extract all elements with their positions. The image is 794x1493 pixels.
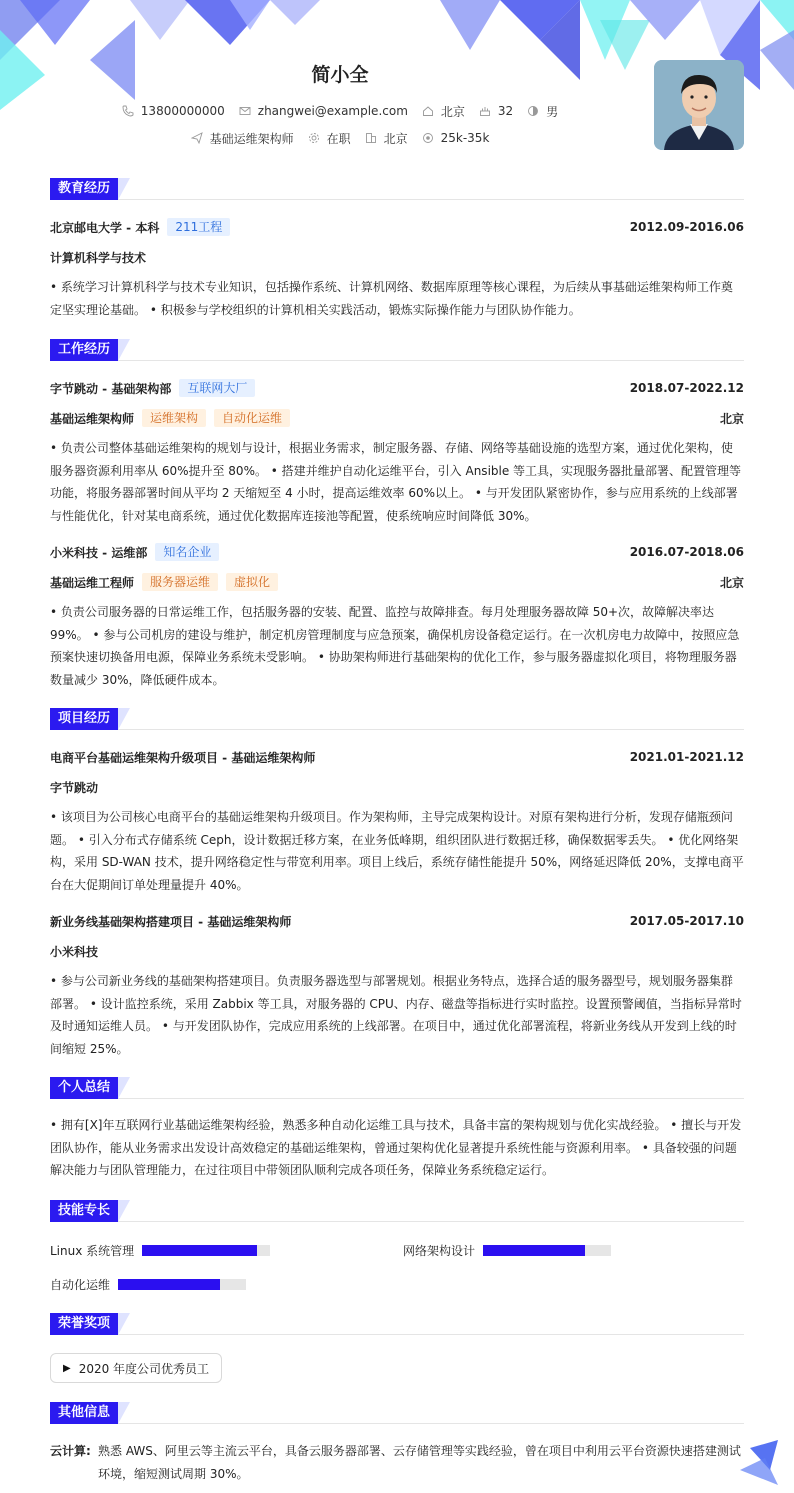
work-description: • 负责公司服务器的日常运维工作，包括服务器的安装、配置、监控与故障排查。每月处理服务器故障 50+次，故障解决率达 99%。 • 参与公司机房的建设与维护，制定机房管理制度与应急预案，确保机房设备稳定运行。在一次机房电力故障中，按照应急预案快速切换备用电源，保障业务系统未受影响。 • 协助架构师进行基础架构的优化工作，参与服务器虚拟化项目，将物理服务器数量减少 30%，降低硬件成本。 — [50, 605, 740, 687]
building-icon — [365, 132, 377, 144]
skill-item — [403, 1242, 611, 1259]
projects-heading: 项目经历 — [50, 708, 118, 730]
major-name: 计算机科学与技术 — [50, 250, 147, 265]
education-row — [50, 217, 744, 237]
award-label: 2020 年度公司优秀员工 — [78, 1361, 210, 1376]
work-period: 2018.07-2022.12 — [629, 381, 744, 395]
skill-name: 网络架构设计 — [403, 1244, 476, 1258]
awards-heading: 荣誉奖项 — [50, 1313, 118, 1335]
work-company-row — [50, 542, 744, 562]
location-item — [422, 103, 465, 120]
major-row — [50, 247, 744, 267]
send-icon — [191, 132, 203, 144]
education-description: • 系统学习计算机科学与技术专业知识，包括操作系统、计算机网络、数据库原理等核心课程，为后续从事基础运维架构师工作奠定坚实理论基础。 • 积极参与学校组织的计算机相关实践活动，锻炼实际操作能力与团队协作能力。 — [50, 280, 733, 317]
work-city-value: 北京 — [383, 131, 408, 146]
company-name: 字节跳动 - 基础架构部 — [50, 381, 172, 396]
salary-value: 25k-35k — [440, 131, 490, 145]
mail-icon — [239, 105, 251, 117]
project-description: • 参与公司新业务线的基础架构搭建项目。负责服务器选型与部署规划。根据业务特点，选择合适的服务器型号，规划服务器集群部署。 • 设计监控系统，采用 Zabbix 等工具，对服务器的 CPU、内存、磁盘等指标进行实时监控。设置预警阈值，当指标异常时及时通知运维人员。 • 与开发团队协作，完成应用系统的上线部署。在项目中，通过优化部署流程，将新业务线从开发到上线的时间缩短 25%。 — [50, 974, 742, 1056]
work-company-row — [50, 378, 744, 398]
work-heading: 工作经历 — [50, 339, 118, 361]
project-description: • 该项目为公司核心电商平台的基础运维架构升级项目。作为架构师，主导完成架构设计。对原有架构进行分析，发现存储瓶颈问题。 • 引入分布式存储系统 Ceph，设计数据迁移方案，在业务低峰期，组织团队进行数据迁移，确保数据零丢失。 • 优化网络架构，采用 SD-WAN 技术，提升网络稳定性与带宽利用率。项目上线后，系统存储性能提升 50%，网络延迟降低 20%，支撑电商平台在大促期间订单处理量提升 40%。 — [50, 810, 744, 892]
summary-heading: 个人总结 — [50, 1077, 118, 1099]
age-item — [479, 104, 513, 118]
project-title: 电商平台基础运维架构升级项目 - 基础运维架构师 — [50, 750, 316, 765]
work-role-row — [50, 572, 744, 592]
school-name: 北京邮电大学 - 本科 — [50, 220, 160, 235]
work-description: • 负责公司整体基础运维架构的规划与设计，根据业务需求，制定服务器、存储、网络等基础设施的选型方案，通过优化架构，使服务器资源利用率从 60%提升至 80%。 • 搭建并维护自动化运维平台，引入 Ansible 等工具，实现服务器批量部署、配置管理等功能，将服务器部署时间从平均 2 天缩短至 4 小时，提高运维效率 60%以上。 • 与开发团队紧密协作，参与应用系统的上线部署与性能优化，针对某电商系统，通过优化数据库连接池等配置，使系统响应时间降低 30%。 — [50, 441, 742, 523]
avatar — [654, 60, 744, 150]
gender-icon — [527, 105, 539, 117]
summary-section-title — [50, 1077, 744, 1099]
age-value: 32 — [497, 104, 514, 118]
other-info-value: 熟悉 AWS、阿里云等主流云平台，具备云服务器部署、云存储管理等实践经验，曾在项目中利用云平台资源快速搭建测试环境，缩短测试周期 30%。 — [98, 1444, 741, 1481]
skill-bar — [483, 1245, 611, 1256]
salary-item — [422, 131, 490, 145]
project-company-row — [50, 777, 744, 797]
status-item — [308, 130, 351, 147]
project-company: 字节跳动 — [50, 780, 99, 795]
resume-header — [0, 0, 794, 160]
work-city-item — [365, 130, 408, 147]
job-role: 基础运维工程师 — [50, 575, 135, 590]
email-value: zhangwei@example.com — [257, 104, 408, 118]
skill-item — [50, 1242, 270, 1259]
project-company: 小米科技 — [50, 944, 99, 959]
skills-heading: 技能专长 — [50, 1200, 118, 1222]
phone-value: 13800000000 — [140, 104, 225, 118]
skill-name: 自动化运维 — [50, 1278, 111, 1292]
contact-row — [0, 101, 680, 121]
school-tag: 211工程 — [167, 218, 230, 236]
job-intent-row — [0, 128, 680, 148]
skills-section-title — [50, 1200, 744, 1222]
gender-item — [527, 103, 558, 120]
phone-icon — [122, 105, 134, 117]
company-tag: 互联网大厂 — [179, 379, 255, 397]
skill-tag: 运维架构 — [142, 409, 206, 427]
project-period: 2017.05-2017.10 — [629, 914, 744, 928]
company-tag: 知名企业 — [155, 543, 219, 561]
project-title: 新业务线基础架构搭建项目 - 基础运维架构师 — [50, 914, 292, 929]
skill-bar-fill — [142, 1245, 257, 1256]
skill-item — [50, 1276, 246, 1293]
work-city: 北京 — [719, 575, 744, 590]
work-role-row — [50, 408, 744, 428]
skill-bar-fill — [118, 1279, 220, 1290]
awards-section-title — [50, 1313, 744, 1335]
gear-icon — [308, 132, 320, 144]
projects-section-title — [50, 708, 744, 730]
other-info-row — [50, 1440, 744, 1485]
work-city: 北京 — [719, 411, 744, 426]
home-icon — [422, 105, 434, 117]
company-name: 小米科技 - 运维部 — [50, 545, 148, 560]
award-item[interactable] — [50, 1353, 222, 1383]
email-item — [239, 104, 408, 118]
status-value: 在职 — [326, 131, 351, 146]
job-role: 基础运维架构师 — [50, 411, 135, 426]
phone-item — [122, 104, 225, 118]
education-section-title — [50, 178, 744, 200]
project-row — [50, 911, 744, 931]
skill-bar — [142, 1245, 270, 1256]
education-period: 2012.09-2016.06 — [629, 220, 744, 234]
work-section-title — [50, 339, 744, 361]
skill-tag: 服务器运维 — [142, 573, 218, 591]
project-company-row — [50, 941, 744, 961]
other-info-key: 云计算: — [50, 1444, 91, 1458]
skill-bar-fill — [483, 1245, 585, 1256]
location-value: 北京 — [440, 104, 465, 119]
project-row — [50, 747, 744, 767]
position-value: 基础运维架构师 — [209, 131, 294, 146]
skill-name: Linux 系统管理 — [50, 1244, 135, 1258]
work-period: 2016.07-2018.06 — [629, 545, 744, 559]
summary-text: • 拥有[X]年互联网行业基础运维架构经验，熟悉多种自动化运维工具与技术，具备丰富的架构规划与优化实战经验。 • 擅长与开发团队协作，能从业务需求出发设计高效稳定的基础运维架构，曾通过架构优化显著提升系统性能与资源利用率。 • 具备较强的问题解决能力与团队管理能力，在过往项目中带领团队顺利完成各项任务，保障业务系统稳定运行。 — [50, 1118, 742, 1177]
skill-tag: 虚拟化 — [226, 573, 278, 591]
project-period: 2021.01-2021.12 — [629, 750, 744, 764]
cake-icon — [479, 105, 491, 117]
gender-value: 男 — [546, 104, 559, 119]
other-heading: 其他信息 — [50, 1402, 118, 1424]
education-heading: 教育经历 — [50, 178, 118, 200]
skill-tag: 自动化运维 — [214, 409, 290, 427]
triangle-right-icon: ▶ — [63, 1362, 71, 1374]
other-section-title — [50, 1402, 744, 1424]
corner-decoration — [740, 1440, 780, 1485]
skill-bar — [118, 1279, 246, 1290]
candidate-name: 简小全 — [311, 64, 369, 86]
coin-icon — [422, 132, 434, 144]
position-item — [191, 130, 294, 147]
